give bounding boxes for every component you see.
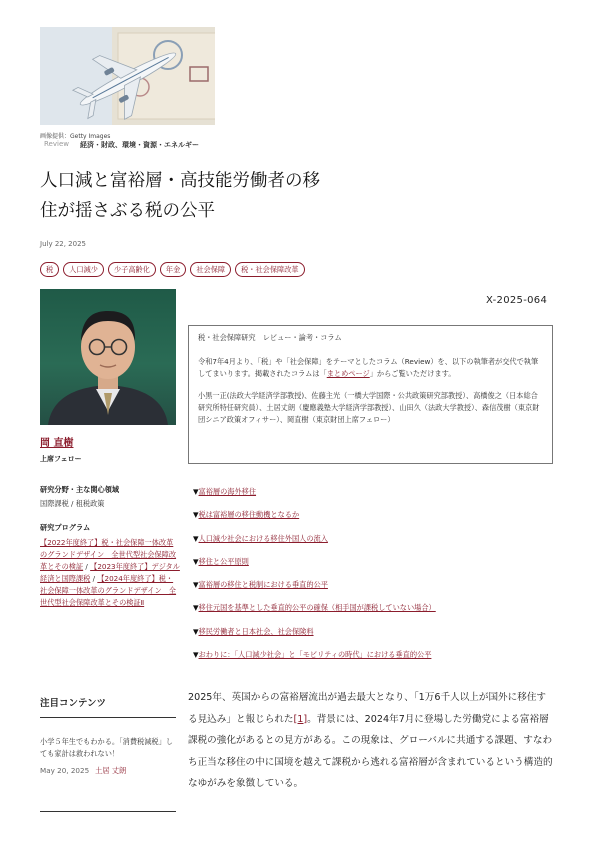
toc-item bbox=[193, 627, 436, 650]
toc-link[interactable]: おわりに：「人口減少社会」と「モビリティの時代」における垂直的公平 bbox=[198, 650, 432, 660]
toc-link[interactable]: 富裕層の海外移住 bbox=[198, 487, 257, 496]
footnote-link[interactable]: [1] bbox=[293, 713, 308, 725]
tag-list bbox=[40, 262, 305, 277]
body-text-2: 。背景には、2024年7月に登場した労働党による富裕層課税の強化があるとの見方がある。この現象は、グローバルに共通する課題、すなわち正当な移住の中に国境を越えて課税から逃れる富裕層が含まれているという構造的なゆがみを象徴している。 bbox=[188, 713, 553, 789]
triangle-down-icon: ▼ bbox=[193, 510, 199, 520]
column-info-box bbox=[188, 325, 553, 464]
triangle-down-icon: ▼ bbox=[193, 556, 199, 566]
tag-chip[interactable]: 社会保障 bbox=[190, 262, 231, 277]
info-box-intro bbox=[198, 356, 543, 380]
document-id: X-2025-064 bbox=[486, 295, 548, 306]
page-title-line2: 住が揺さぶる税の公平 bbox=[40, 201, 215, 221]
toc-item bbox=[193, 557, 436, 580]
airplane-passport-illustration bbox=[40, 27, 215, 125]
toc-link[interactable]: 移住と公平原則 bbox=[198, 556, 249, 566]
featured-heading: 注目コンテンツ bbox=[40, 698, 107, 709]
info-intro-text-end: 」からご覧いただけます。 bbox=[369, 369, 456, 378]
triangle-down-icon: ▼ bbox=[193, 580, 199, 590]
research-program-link[interactable]: 【2024年度終了】税・社会保障一体改革のグランドデザイン 全世代型社会保障改革とその検証Ⅱ bbox=[40, 574, 177, 607]
author-portrait[interactable] bbox=[40, 289, 176, 425]
triangle-down-icon: ▼ bbox=[193, 626, 199, 636]
info-intro-text: 令和7年4月より、「税」や「社会保障」をテーマとしたコラム（Review）を、以下の執筆者が交代で執筆してまいります。掲載されたコラムは「 bbox=[198, 357, 539, 378]
author-name-link[interactable]: 岡 直樹 bbox=[40, 438, 74, 449]
toc-item bbox=[193, 580, 436, 603]
hero-image bbox=[40, 27, 215, 125]
body-text-1: 2025年、英国からの富裕層流出が過去最大となり、「1万6千人以上が国外に移住する見込み」と報じられた bbox=[188, 692, 547, 725]
tag-chip[interactable]: 人口減少 bbox=[63, 262, 104, 277]
triangle-down-icon: ▼ bbox=[193, 487, 199, 496]
article-body bbox=[188, 687, 554, 795]
featured-date: May 20, 2025 bbox=[40, 766, 90, 775]
info-box-heading: 税・社会保障研究 レビュー・論考・コラム bbox=[198, 333, 342, 342]
summary-page-link[interactable]: まとめページ bbox=[326, 369, 370, 378]
author-role: 上席フェロー bbox=[40, 455, 82, 463]
info-box-authors: 小黒一正(法政大学経済学部教授)、佐藤主光（一橋大学国際・公共政策研究部教授）、高橋俊之（日本総合研究所特任研究員）、土居丈朗（慶應義塾大学経済学部教授）、山田久（法政大学教授）、森信茂樹（東京財団シニア政策オフィサー）、岡直樹（東京財団上席フェロー） bbox=[198, 391, 540, 424]
category-list[interactable]: 経済・財政、環境・資源・エネルギー bbox=[80, 141, 199, 149]
table-of-contents bbox=[193, 487, 436, 673]
toc-item bbox=[193, 650, 436, 673]
toc-link[interactable]: 税は富裕層の移住動機となるか bbox=[198, 510, 300, 520]
tag-chip[interactable]: 年金 bbox=[160, 262, 186, 277]
toc-item bbox=[193, 487, 436, 510]
image-credit: 画像提供：Getty Images bbox=[40, 133, 111, 140]
featured-meta bbox=[40, 766, 126, 776]
research-program-link[interactable]: 【2022年度終了】税・社会保障一体改革のグランドデザイン 全世代型社会保障改革とその検証 bbox=[40, 538, 177, 571]
research-field-value: 国際課税 / 租税政策 bbox=[40, 499, 105, 508]
divider bbox=[40, 811, 176, 812]
divider bbox=[40, 717, 176, 718]
tag-chip[interactable]: 税 bbox=[40, 262, 59, 277]
research-field-label: 研究分野・主な関心領域 bbox=[40, 485, 120, 494]
research-program-label: 研究プログラム bbox=[40, 523, 91, 532]
toc-item bbox=[193, 534, 436, 557]
triangle-down-icon: ▼ bbox=[193, 603, 199, 613]
toc-link[interactable]: 富裕層の移住と税制における垂直的公平 bbox=[198, 580, 328, 590]
research-program-list: 【2022年度終了】税・社会保障一体改革のグランドデザイン 全世代型社会保障改革とその検証 / 【2023年度終了】デジタル経済と国際課税 / 【2024年度終了】税・社会保障一体改革のグランドデザイン 全世代型社会保障改革とその検証Ⅱ bbox=[40, 538, 180, 607]
toc-item bbox=[193, 603, 436, 626]
triangle-down-icon: ▼ bbox=[193, 533, 199, 543]
tag-chip[interactable]: 少子高齢化 bbox=[108, 262, 156, 277]
tag-chip[interactable]: 税・社会保障改革 bbox=[235, 262, 305, 277]
triangle-down-icon: ▼ bbox=[193, 650, 199, 660]
toc-link[interactable]: 移住元国を基準とした垂直的公平の確保（相手国が課税していない場合） bbox=[198, 603, 436, 613]
featured-article-title[interactable]: 小学５年生でもわかる。「消費税減税」しても家計は救われない！ bbox=[40, 737, 173, 758]
person-illustration bbox=[40, 289, 176, 425]
publish-date: July 22, 2025 bbox=[40, 240, 86, 248]
research-program-link[interactable]: 【2023年度終了】デジタル経済と国際課税 bbox=[40, 562, 180, 583]
toc-item bbox=[193, 510, 436, 533]
toc-link[interactable]: 人口減少社会における移住外国人の流入 bbox=[198, 533, 328, 543]
toc-link[interactable]: 移民労働者と日本社会、社会保険料 bbox=[198, 626, 314, 636]
page-title bbox=[40, 166, 370, 226]
review-label: Review bbox=[44, 140, 69, 148]
featured-author-link[interactable]: 土居 丈朗 bbox=[95, 766, 127, 775]
page-title-line1: 人口減と富裕層・高技能労働者の移 bbox=[40, 171, 320, 191]
